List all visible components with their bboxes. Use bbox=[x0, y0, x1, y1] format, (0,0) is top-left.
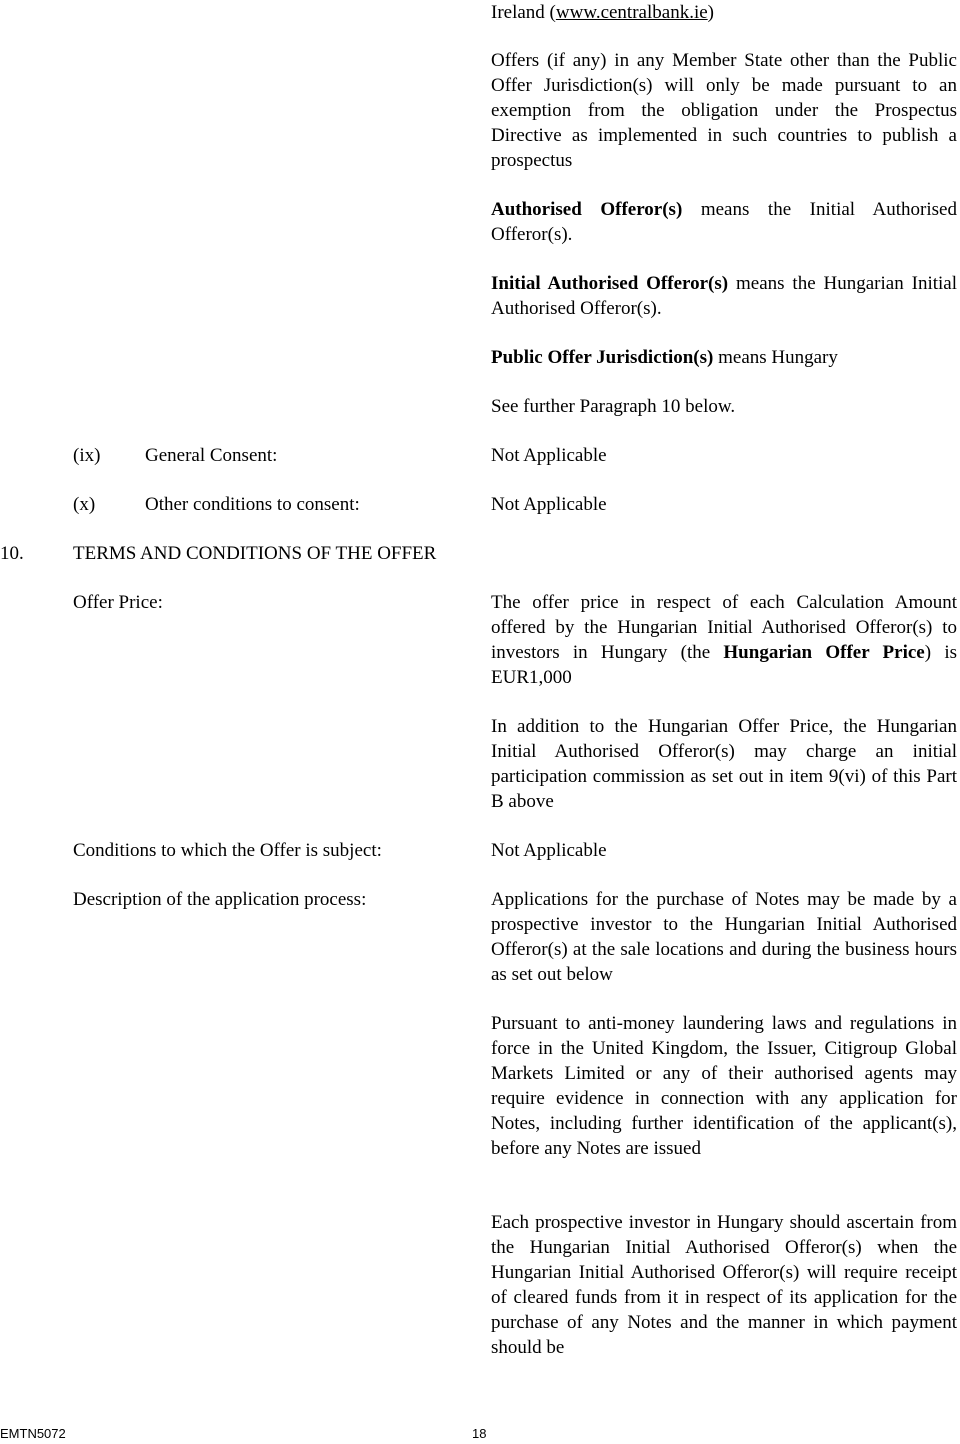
section-number: 10. bbox=[0, 543, 24, 564]
initial-authorised-offeror-definition bbox=[491, 271, 957, 321]
authorised-offeror-term: Authorised Offeror(s) bbox=[491, 199, 683, 220]
general-consent-label: General Consent: bbox=[145, 445, 278, 466]
application-paragraph-2: Pursuant to anti-money laundering laws and regulations in force in the United Kingdom, the Issuer, Citigroup Global Markets Limited or any of their authorised agents may require evidence in connection with any application for Notes, including further identification of the applicant(s), before any Notes are issued bbox=[491, 1013, 957, 1159]
footer-document-code: EMTN5072 bbox=[0, 1426, 66, 1441]
public-offer-jurisdiction-def: means Hungary bbox=[713, 347, 838, 368]
offer-price-text-2: ) is EUR1,000 bbox=[491, 642, 957, 688]
public-offer-jurisdiction-term: Public Offer Jurisdiction(s) bbox=[491, 347, 714, 368]
initial-authorised-offeror-term: Initial Authorised Offeror(s) bbox=[491, 273, 729, 294]
public-offer-jurisdiction-definition bbox=[491, 345, 957, 370]
ireland-prefix: Ireland ( bbox=[491, 2, 556, 23]
item-number: (ix) bbox=[73, 445, 101, 466]
other-conditions-value: Not Applicable bbox=[491, 494, 607, 515]
centralbank-link[interactable]: www.centralbank.ie bbox=[555, 2, 708, 23]
conditions-value: Not Applicable bbox=[491, 840, 607, 861]
offer-price-text bbox=[491, 590, 957, 690]
authorised-offeror-definition bbox=[491, 197, 957, 247]
initial-authorised-offeror-def: means the Hungarian Initial Authorised Offeror(s). bbox=[491, 273, 957, 319]
offers-paragraph: Offers (if any) in any Member State other than the Public Offer Jurisdiction(s) will only be made pursuant to an exemption from the obligation under the Prospectus Directive as implemented in such countries to publish a prospectus bbox=[491, 50, 957, 171]
application-paragraph-1: Applications for the purchase of Notes may be made by a prospective investor to the Hungarian Initial Authorised Offeror(s) at the sale locations and during the business hours as set out below bbox=[491, 889, 957, 985]
see-further-note: See further Paragraph 10 below. bbox=[491, 396, 736, 417]
ireland-line bbox=[491, 0, 957, 25]
section-title: TERMS AND CONDITIONS OF THE OFFER bbox=[73, 543, 437, 564]
authorised-offeror-def: means the Initial Authorised Offeror(s). bbox=[491, 199, 957, 245]
item-number: (x) bbox=[73, 494, 96, 515]
ireland-suffix: ) bbox=[707, 2, 714, 23]
general-consent-value: Not Applicable bbox=[491, 445, 607, 466]
conditions-label: Conditions to which the Offer is subject: bbox=[73, 840, 382, 861]
hungarian-offer-price-term: Hungarian Offer Price bbox=[723, 642, 925, 663]
application-paragraph-3: Each prospective investor in Hungary should ascertain from the Hungarian Initial Authorised Offeror(s) when the Hungarian Initial Authorised Offeror(s) will require receipt of cleared funds from it in respect of its application for the purchase of any Notes and the manner in which payment should be bbox=[491, 1212, 957, 1358]
offer-price-text-1: The offer price in respect of each Calculation Amount offered by the Hungarian Initial Authorised Offeror(s) to investors in Hungary (the bbox=[491, 592, 957, 663]
participation-commission-paragraph: In addition to the Hungarian Offer Price, the Hungarian Initial Authorised Offeror(s) may charge an initial participation commission as set out in item 9(vi) of this Part B above bbox=[491, 716, 957, 812]
application-process-label: Description of the application process: bbox=[73, 889, 367, 910]
other-conditions-label: Other conditions to consent: bbox=[145, 494, 360, 515]
footer-page-number: 18 bbox=[472, 1426, 487, 1441]
offer-price-label: Offer Price: bbox=[73, 592, 163, 613]
